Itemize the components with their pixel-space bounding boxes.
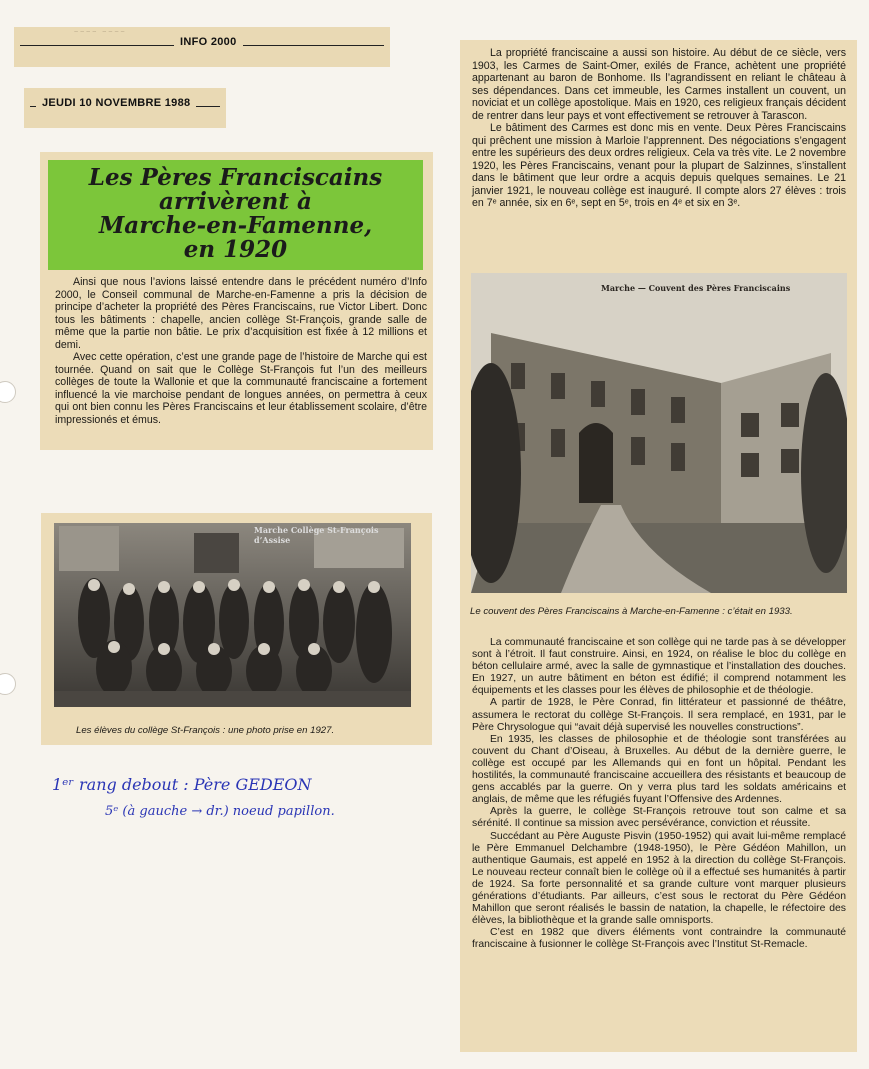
history-paragraph: Après la guerre, le collège St-François retrouve tout son calme et sa sérénité. Il continue sa mission avec persévérance, conviction et réussite. <box>472 806 846 830</box>
headline-line-1: Les Pères Franciscains <box>88 164 383 191</box>
source-strip <box>14 27 390 67</box>
history-paragraph: La propriété franciscaine a aussi son histoire. Au début de ce siècle, vers 1903, les Carmes de Saint-Omer, exilés de France, achètent une propriété appartenant au baron de Bonhome. Ils l’agrandissent en reliant le château à ses dépendances. Dans cet immeuble, les Carmes installent un couvent, un noviciat et un collège apostolique. Mais en 1920, ces religieux français décident de rentrer dans leur pays et vont effectivement se retrouver à Tarascon. <box>472 47 846 122</box>
source-label: INFO 2000 <box>174 36 243 48</box>
class-photo-image <box>54 523 411 707</box>
headline-line-3: Marche-en-Famenne, <box>98 212 373 239</box>
class-photo <box>54 523 411 707</box>
date-label: JEUDI 10 NOVEMBRE 1988 <box>36 97 196 109</box>
history-paragraph: La communauté franciscaine et son collège qui ne tarde pas à se développer sont à l’étroit. Il faut construire. Ainsi, en 1924, on réalise le bloc du collège en béton cellulaire armé, avec la salle de gymnastique et l’installation des douches. En 1927, un autre bâtiment en béton est édifié; il comprend notamment les équipements et les classes pour les élèves de philosophie et de théologie. <box>472 637 846 697</box>
history-paragraph: Le bâtiment des Carmes est donc mis en vente. Deux Pères Franciscains qui prêchent une mission à Marloie l’apprennent. Des négociations s’engagent entre les supérieurs des deux ordres religieux. Cela va très vite. Le 2 novembre 1920, les Pères Franciscains, venant pour la plupart de Salzinnes, s’installent dans le bâtiment que leur ordre a acquis depuis quelques semaines. Le 21 janvier 1921, le nouveau collège est inauguré. Il compte alors 27 élèves : trois en 7ᵉ année, six en 6ᵉ, sept en 5ᵉ, trois en 4ᵉ et six en 3ᵉ. <box>472 122 846 209</box>
history-paragraph: En 1935, les classes de philosophie et de théologie sont transférées au couvent du Chant d’Oiseau, à Bruxelles. Au début de la dernière guerre, le collège est occupé par les Allemands qui en font un hôpital. Pendant les hostilités, la communauté franciscaine accueillera des résistants et beaucoup de gens accablés par la guerre. On y verra plus tard les soldats américains et anglais, de même que les réfugiés fuyant l’Offensive des Ardennes. <box>472 733 846 806</box>
strip-ghost-text: ~~~~ ~~~~ <box>74 29 127 36</box>
date-strip <box>24 88 226 128</box>
binder-hole-bottom <box>0 673 16 695</box>
headline <box>48 160 423 270</box>
headline-line-2: arrivèrent à <box>159 188 312 215</box>
convent-photo-header: Marche — Couvent des Pères Franciscains <box>601 283 791 293</box>
convent-photo-image <box>471 273 847 593</box>
intro-paragraph: Ainsi que nous l’avions laissé entendre dans le précédent numéro d’Info 2000, le Conseil communal de Marche-en-Famenne a pris la décision de principe d’acheter la propriété des Pères Franciscains, rue Victor Libert. Donc tous les bâtiments : chapelle, ancien collège St-François, grande salle de même que la partie non bâtie. Le prix d’acquisition est fixée à 12 millions et demi. <box>55 276 427 351</box>
intro-paragraph: Avec cette opération, c’est une grande page de l’histoire de Marche qui est tournée. Quand on sait que le Collège St-François fut l’un des meilleurs collèges de toute la Wallonie et que la communauté franciscaine a fortement influencé la vie marchoise pendant de longues années, on permettra à ceux qui ont bien connu les Pères Franciscains et leur établissement scolaire, d’être impressionés et émus. <box>55 351 427 426</box>
intro-text <box>55 276 427 426</box>
history-text-top <box>472 47 846 210</box>
history-text-bottom <box>472 637 846 951</box>
handwritten-note-line-1: 1ᵉʳ rang debout : Père GEDEON <box>52 775 312 794</box>
handwritten-note-line-2: 5ᵉ (à gauche → dr.) noeud papillon. <box>105 804 335 819</box>
convent-photo <box>471 273 847 593</box>
binder-hole-top <box>0 381 16 403</box>
history-paragraph: C’est en 1982 que divers éléments vont contraindre la communauté franciscaine à fusionner le collège St-François avec l’Institut St-Remacle. <box>472 927 846 951</box>
history-paragraph: Succédant au Père Auguste Pisvin (1950-1952) qui avait lui-même remplacé le Père Emmanuel Delchambre (1948-1950), le Père Gédéon Mahillon, un authentique Gaumais, est appelé en 1952 à la direction du collège St-François. Le nouveau recteur connaît bien le collège où il a effectué ses humanités à partir de 1924. Sa forte personnalité et sa grande culture vont marquer plusieurs générations d’étudiants. Par ailleurs, c’est sous le rectorat du Père Gédéon Mahillon que seront réalisés le bassin de natation, la chapelle, le réfectoire des élèves, la bibliothèque et la grande salle omnisports. <box>472 830 846 927</box>
class-photo-caption: Les élèves du collège St-François : une photo prise en 1927. <box>76 725 335 736</box>
history-paragraph: A partir de 1928, le Père Conrad, fin littérateur et passionné de théâtre, assumera le rectorat du collège St-François. Il sera remplacé, en 1931, par le Père Chrysologue qui “avait déjà supervisé les nouvelles constructions”. <box>472 697 846 733</box>
class-photo-header: Marche Collège St-François d’Assise <box>254 525 379 545</box>
convent-photo-caption: Le couvent des Pères Franciscains à Marche-en-Famenne : c’était en 1933. <box>470 606 793 617</box>
headline-line-4: en 1920 <box>183 236 288 263</box>
